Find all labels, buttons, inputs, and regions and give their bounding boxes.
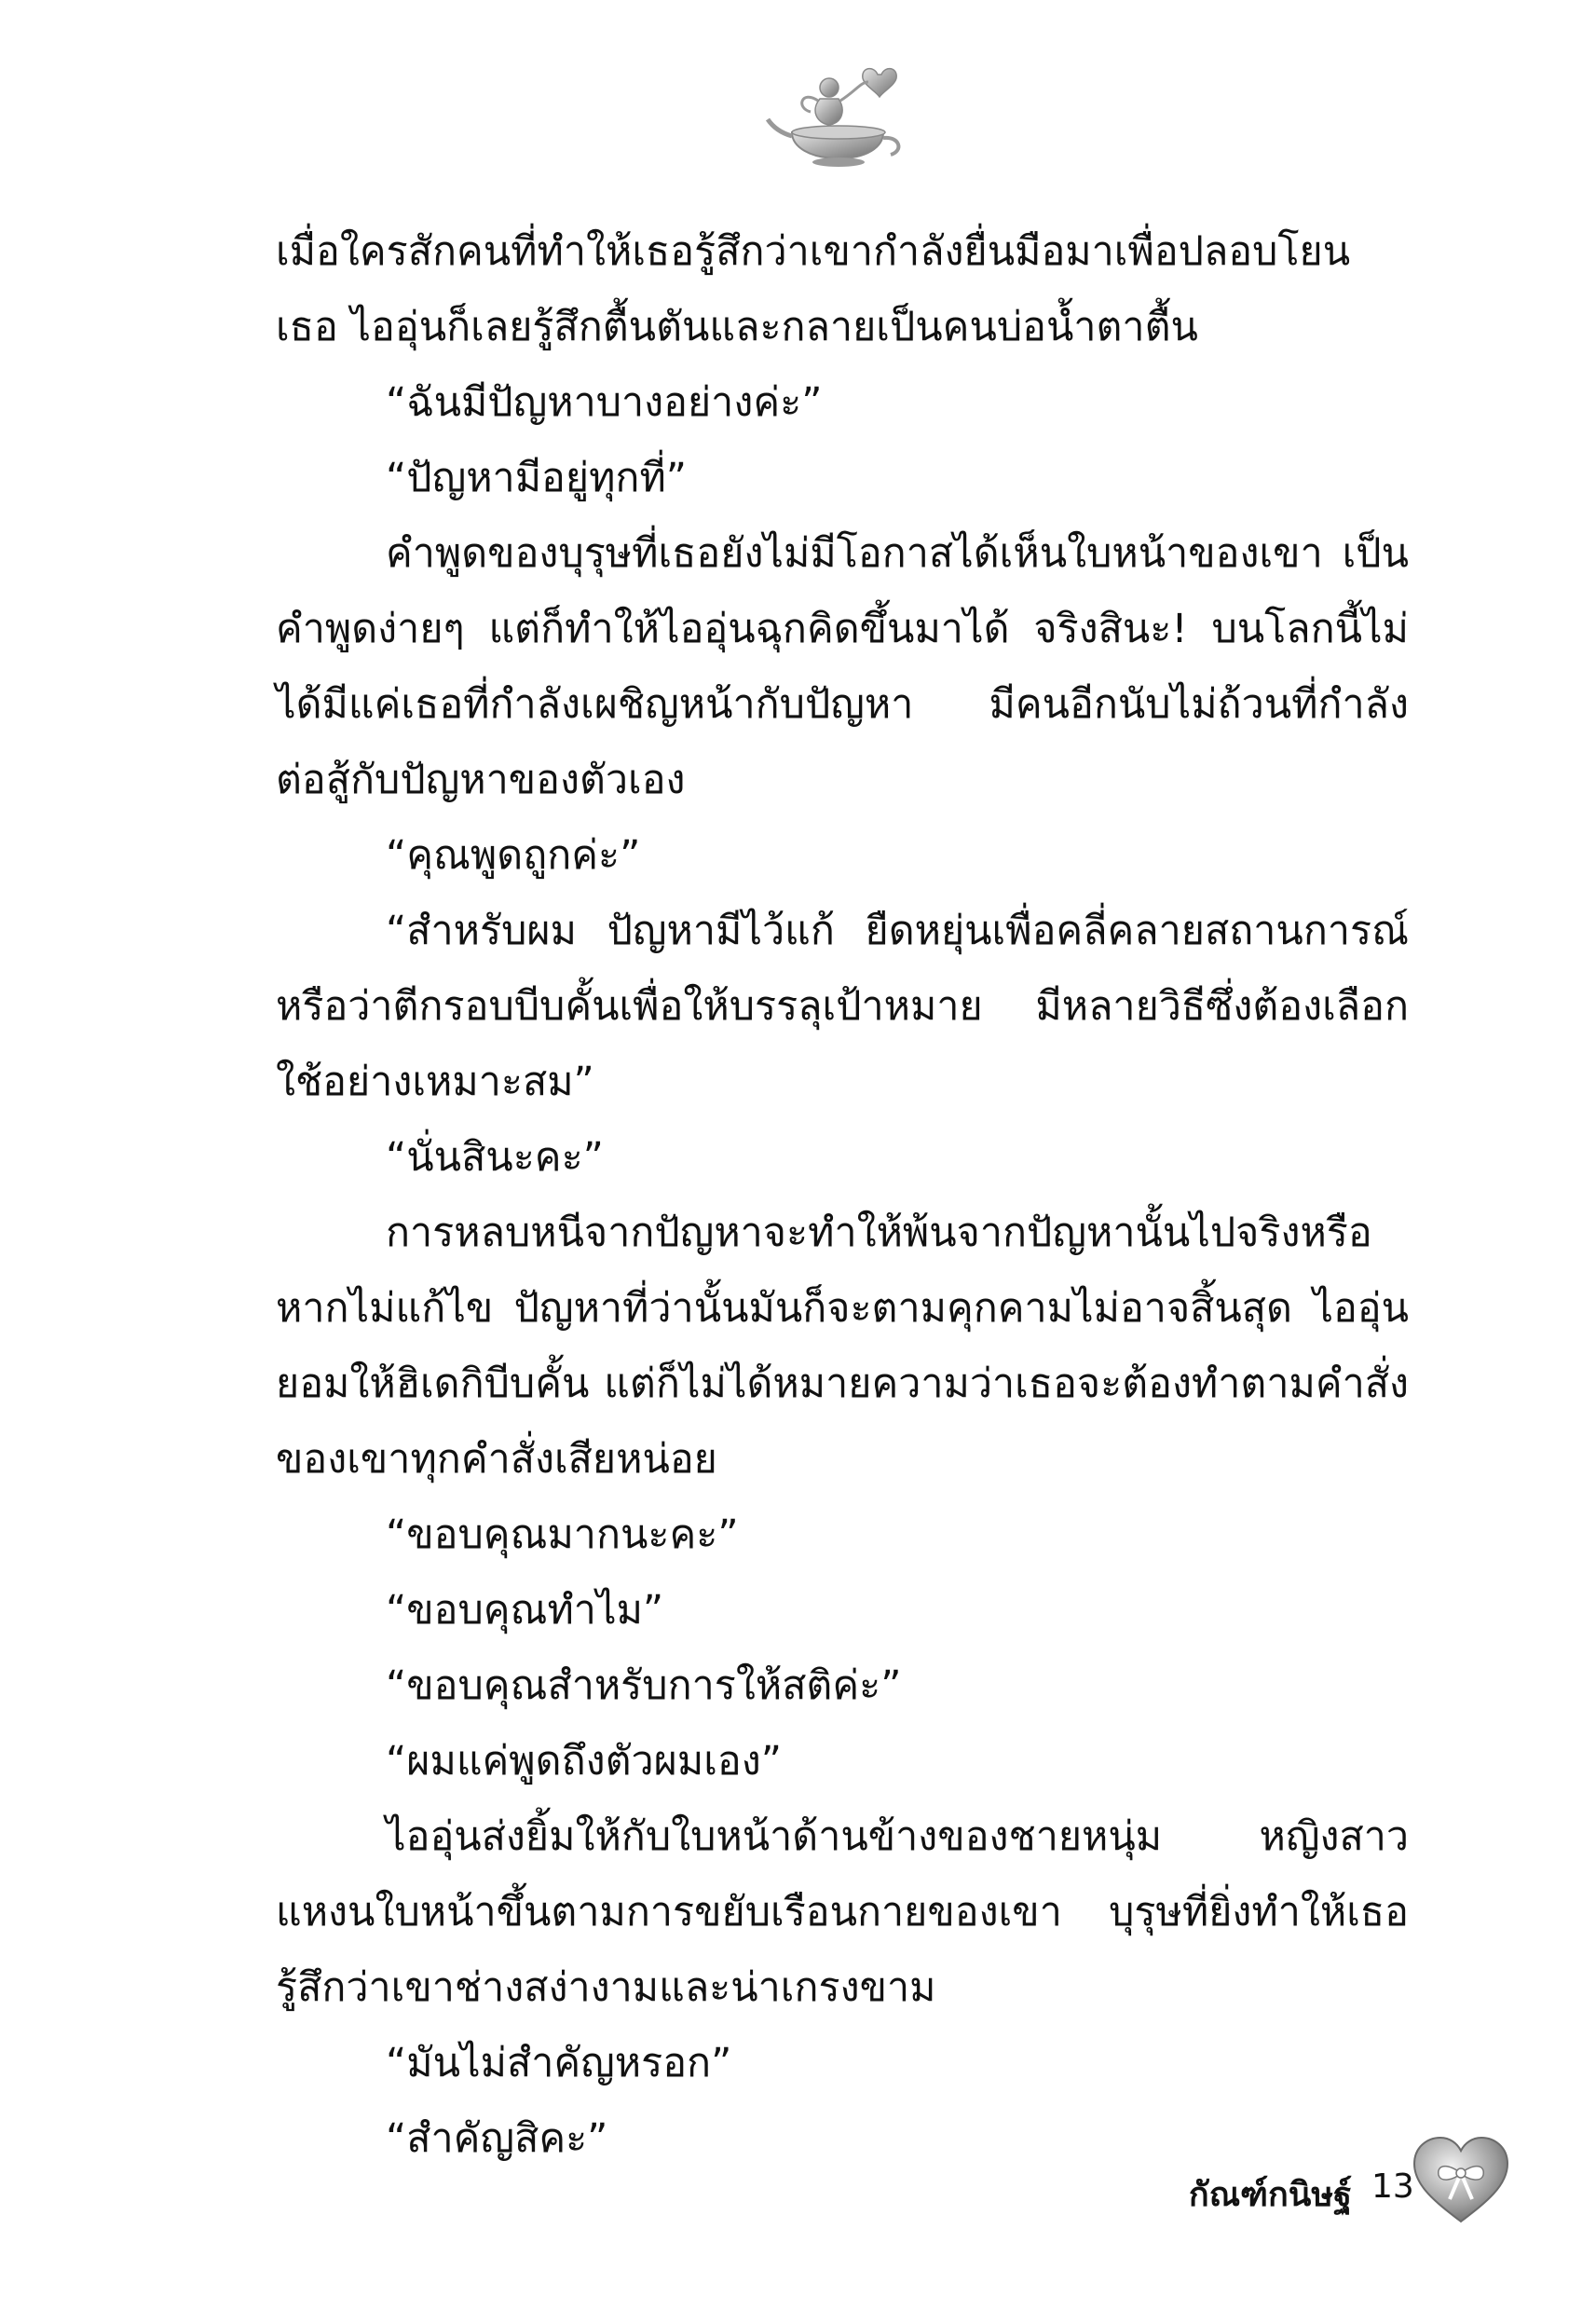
paragraph: คำพูดของบุรุษที่เธอยังไม่มีโอกาสได้เห็นใบหน้าของเขา เป็นคำพูดง่ายๆ แต่ก็ทำให้ไออุ่นฉุกคิดขึ้นมาได้ จริงสินะ! บนโลกนี้ไม่ได้มีแค่เธอที่กำลังเผชิญหน้ากับปัญหา มีคนอีกนับไม่ถ้วนที่กำลังต่อสู้กับปัญหาของตัวเอง [276, 530, 1409, 803]
dialogue-line: “ขอบคุณมากนะคะ” [386, 1511, 739, 1558]
story-text [276, 214, 1409, 2177]
heart-ribbon-icon [1409, 2134, 1513, 2227]
dialogue-line: “ปัญหามีอยู่ทุกที่” [386, 455, 688, 501]
dialogue-line: “สำคัญสิคะ” [386, 2115, 608, 2162]
paragraph: การหลบหนีจากปัญหาจะทำให้พ้นจากปัญหานั้นไปจริงหรือ หากไม่แก้ไข ปัญหาที่ว่านั้นมันก็จะตามคุกคามไม่อาจสิ้นสุด ไออุ่นยอมให้ฮิเดกิบีบคั้น แต่ก็ไม่ได้หมายความว่าเธอจะต้องทำตามคำสั่งของเขาทุกคำสั่งเสียหน่อย [276, 1210, 1409, 1483]
book-title: กัณฑ์กนิษฐ์ [1188, 2176, 1352, 2214]
dialogue-line: “มันไม่สำคัญหรอก” [386, 2040, 732, 2086]
dialogue-line: “นั่นสินะคะ” [386, 1134, 604, 1181]
dialogue-line: “ผมแค่พูดถึงตัวผมเอง” [386, 1738, 783, 1785]
dialogue-line: “ฉันมีปัญหาบางอย่างค่ะ” [386, 379, 823, 426]
dialogue-line: “ขอบคุณสำหรับการให้สติค่ะ” [386, 1662, 902, 1709]
dialogue-line: “คุณพูดถูกค่ะ” [386, 832, 641, 879]
paragraph: “สำหรับผม ปัญหามีไว้แก้ ยืดหยุ่นเพื่อคลี่คลายสถานการณ์ หรือว่าตีกรอบบีบคั้นเพื่อให้บรรลุเป้าหมาย มีหลายวิธีซึ่งต้องเลือกใช้อย่างเหมาะสม” [276, 908, 1409, 1105]
page-footer [0, 2115, 1596, 2227]
paragraph: เมื่อใครสักคนที่ทำให้เธอรู้สึกว่าเขากำลังยื่นมือมาเพื่อปลอบโยนเธอ ไออุ่นก็เลยรู้สึกตื้นตันและกลายเป็นคนบ่อน้ำตาตื้น [276, 228, 1351, 350]
dialogue-line: “ขอบคุณทำไม” [386, 1587, 664, 1634]
cupid-teapot-icon [764, 54, 913, 175]
page-number: 13 [1371, 2167, 1414, 2206]
paragraph: ไออุ่นส่งยิ้มให้กับใบหน้าด้านข้างของชายหนุ่ม หญิงสาวแหงนใบหน้าขึ้นตามการขยับเรือนกายของเขา บุรุษที่ยิ่งทำให้เธอรู้สึกว่าเขาช่างสง่างามและน่าเกรงขาม [276, 1813, 1409, 2011]
